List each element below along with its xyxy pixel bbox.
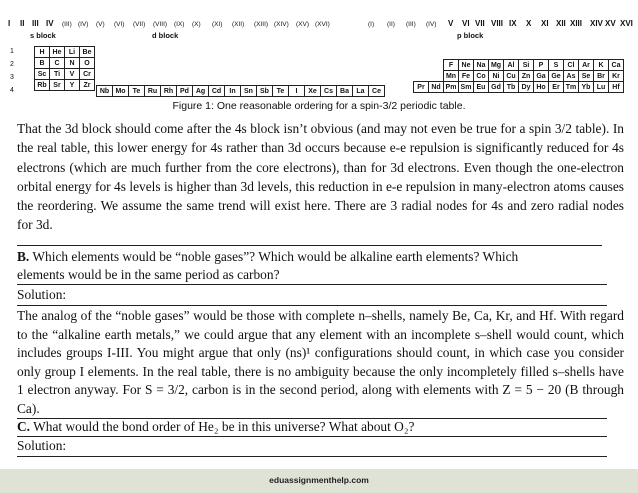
empty-cell xyxy=(414,71,429,82)
element-cell: Ti xyxy=(50,69,65,80)
element-cell: Fe xyxy=(459,71,474,82)
question-b-line2: elements would be in the same period as carbon? xyxy=(17,267,280,282)
element-cell: Zr xyxy=(80,80,95,91)
group-label: VIII xyxy=(491,19,504,28)
element-cell: Lu xyxy=(594,82,609,93)
element-cell: Mo xyxy=(113,86,129,97)
element-cell: Yb xyxy=(579,82,594,93)
element-cell: Ga xyxy=(534,71,549,82)
group-label: II xyxy=(20,19,25,28)
element-cell: Sn xyxy=(241,86,257,97)
divider xyxy=(17,436,607,437)
element-cell: Sc xyxy=(35,69,50,80)
divider xyxy=(17,305,607,306)
element-cell: As xyxy=(564,71,579,82)
group-label: XII xyxy=(556,19,566,28)
group-label: (IV) xyxy=(426,21,437,28)
table-row xyxy=(414,71,624,82)
element-cell: P xyxy=(534,60,549,71)
footer-site: eduassignmenthelp.com xyxy=(269,475,369,485)
group-label: XI xyxy=(541,19,549,28)
element-cell: Er xyxy=(549,82,564,93)
group-label: (III) xyxy=(62,21,72,28)
element-cell: Cu xyxy=(504,71,519,82)
row-label: 2 xyxy=(10,61,14,68)
group-label: (XI) xyxy=(212,21,223,28)
element-cell: H xyxy=(35,47,50,58)
group-label: IX xyxy=(509,19,517,28)
group-label: XIV xyxy=(590,19,603,28)
group-label: VI xyxy=(462,19,470,28)
element-cell: Rh xyxy=(161,86,177,97)
element-cell: Cd xyxy=(209,86,225,97)
group-label: III xyxy=(32,19,39,28)
element-cell: Tm xyxy=(564,82,579,93)
element-cell: Cr xyxy=(80,69,95,80)
group-label: (XV) xyxy=(296,21,309,28)
element-cell: Gd xyxy=(489,82,504,93)
question-b-line1 xyxy=(17,248,518,266)
element-cell: I xyxy=(289,86,305,97)
element-cell: Nb xyxy=(97,86,113,97)
question-c-label: C. xyxy=(17,419,31,434)
table-row xyxy=(414,82,624,93)
element-cell: Si xyxy=(519,60,534,71)
group-label: (IX) xyxy=(174,21,185,28)
element-cell: In xyxy=(225,86,241,97)
table-row xyxy=(414,60,624,71)
group-label: XV xyxy=(605,19,616,28)
element-cell: Pr xyxy=(414,82,429,93)
element-cell: Co xyxy=(474,71,489,82)
element-cell: Ho xyxy=(534,82,549,93)
group-label: XIII xyxy=(570,19,583,28)
element-cell: Y xyxy=(65,80,80,91)
element-cell: La xyxy=(353,86,369,97)
group-label: (XVI) xyxy=(315,21,330,28)
solution-label-b: Solution: xyxy=(17,287,67,302)
table-row xyxy=(35,69,95,80)
table-row xyxy=(97,86,385,97)
element-cell: Nd xyxy=(429,82,444,93)
group-label: (III) xyxy=(406,21,416,28)
element-cell: Te xyxy=(129,86,145,97)
group-label: V xyxy=(448,19,454,28)
group-label: (VI) xyxy=(114,21,125,28)
element-cell: Br xyxy=(594,71,609,82)
element-cell: B xyxy=(35,58,50,69)
element-cell: N xyxy=(65,58,80,69)
group-label: (XIV) xyxy=(274,21,289,28)
group-label: IV xyxy=(46,19,54,28)
element-cell: He xyxy=(50,47,65,58)
element-cell: Ni xyxy=(489,71,504,82)
empty-cell xyxy=(414,60,429,71)
empty-cell xyxy=(429,60,444,71)
element-cell: Ca xyxy=(609,60,624,71)
table-row xyxy=(35,80,95,91)
empty-cell xyxy=(429,71,444,82)
element-cell: Pd xyxy=(177,86,193,97)
element-cell: Ru xyxy=(145,86,161,97)
table-row xyxy=(35,47,95,58)
element-cell: V xyxy=(65,69,80,80)
group-label: (XIII) xyxy=(254,21,269,28)
group-label: XVI xyxy=(620,19,633,28)
group-label: (XII) xyxy=(232,21,245,28)
element-cell: C xyxy=(50,58,65,69)
element-cell: Tb xyxy=(504,82,519,93)
element-cell: Dy xyxy=(519,82,534,93)
element-cell: Ba xyxy=(337,86,353,97)
element-cell: F xyxy=(444,60,459,71)
element-cell: Ne xyxy=(459,60,474,71)
element-cell: Te xyxy=(273,86,289,97)
element-cell: Cl xyxy=(564,60,579,71)
element-cell: O xyxy=(80,58,95,69)
element-cell: Hf xyxy=(609,82,624,93)
element-cell: Mg xyxy=(489,60,504,71)
paragraph-3d-block: That the 3d block should come after the 4s block isn’t obvious (and may not even be true for a spin 3/2 table). In the real table, this lower energy for 4s rather than 3d occurs because e-e repulsion is significantly reduced for 4s electrons (which are much further from the core electrons), than for 3d electrons. Even though the one-electron orbital energy for 4s levels is higher than 3d levels, this reduction in e-e repulsion in many-electron atoms causes the reordering. We assume the same trend will exist here. There are 3 radial nodes for 4s and zero radial nodes for 3d. xyxy=(17,121,624,233)
element-cell: Kr xyxy=(609,71,624,82)
row-label: 1 xyxy=(10,48,14,55)
row-label: 4 xyxy=(10,87,14,94)
question-c-line xyxy=(17,418,414,436)
element-cell: Ar xyxy=(579,60,594,71)
group-label: I xyxy=(8,19,11,28)
element-cell: K xyxy=(594,60,609,71)
element-cell: Eu xyxy=(474,82,489,93)
solution-label-c: Solution: xyxy=(17,438,67,453)
element-cell: Se xyxy=(579,71,594,82)
question-b-text1: Which elements would be “noble gases”? Which would be alkaline earth elements? Which xyxy=(32,249,519,264)
p-block-table xyxy=(413,59,624,93)
element-cell: Mn xyxy=(444,71,459,82)
d-block-table xyxy=(96,85,385,97)
group-label: (VII) xyxy=(133,21,146,28)
element-cell: S xyxy=(549,60,564,71)
element-cell: Pm xyxy=(444,82,459,93)
element-cell: Ag xyxy=(193,86,209,97)
element-cell: Li xyxy=(65,47,80,58)
element-cell: Na xyxy=(474,60,489,71)
divider xyxy=(17,245,602,246)
element-cell: Sb xyxy=(257,86,273,97)
footer-bar xyxy=(0,469,638,493)
table-row xyxy=(35,58,95,69)
element-cell: Xe xyxy=(305,86,321,97)
group-label: X xyxy=(526,19,532,28)
element-cell: Zn xyxy=(519,71,534,82)
divider xyxy=(17,284,607,285)
element-cell: Sr xyxy=(50,80,65,91)
periodic-table-figure xyxy=(0,0,638,115)
group-label: VII xyxy=(475,19,485,28)
d-block-label: d block xyxy=(152,31,179,40)
group-label: (V) xyxy=(96,21,105,28)
row-label: 3 xyxy=(10,74,14,81)
s-block-table xyxy=(34,46,95,91)
element-cell: Ce xyxy=(369,86,385,97)
question-c-text: What would the bond order of He₂ be in this universe? What about O₂? xyxy=(33,419,415,434)
group-label: (IV) xyxy=(78,21,89,28)
divider xyxy=(17,456,607,457)
figure-caption: Figure 1: One reasonable ordering for a spin-3/2 periodic table. xyxy=(172,100,466,112)
group-label: (X) xyxy=(192,21,201,28)
question-b-label: B. xyxy=(17,249,30,264)
solution-b-text: The analog of the “noble gases” would be those with complete n–shells, namely Be, Ca, Kr, and Hf. With regard to the “alkaline earth metals,” we could argue that any element with an incomplete s–shell would count, which includes groups I-III. You might argue that only (ns)¹ configurations should count, in which case you consider only group I elements. In the real table, there is no ambiguity because the only incompletely filled s–shells have 1 electron anyway. For S = 3/2, carbon is in the second period, along with elements with Z = 5 − 20 (B through Ca). xyxy=(17,308,624,416)
p-block-label: p block xyxy=(457,31,484,40)
element-cell: Be xyxy=(80,47,95,58)
s-block-label: s block xyxy=(30,31,56,40)
group-label: (II) xyxy=(387,21,395,28)
group-label: (VIII) xyxy=(153,21,168,28)
group-label: (I) xyxy=(368,21,375,28)
element-cell: Sm xyxy=(459,82,474,93)
element-cell: Cs xyxy=(321,86,337,97)
element-cell: Ge xyxy=(549,71,564,82)
element-cell: Al xyxy=(504,60,519,71)
element-cell: Rb xyxy=(35,80,50,91)
